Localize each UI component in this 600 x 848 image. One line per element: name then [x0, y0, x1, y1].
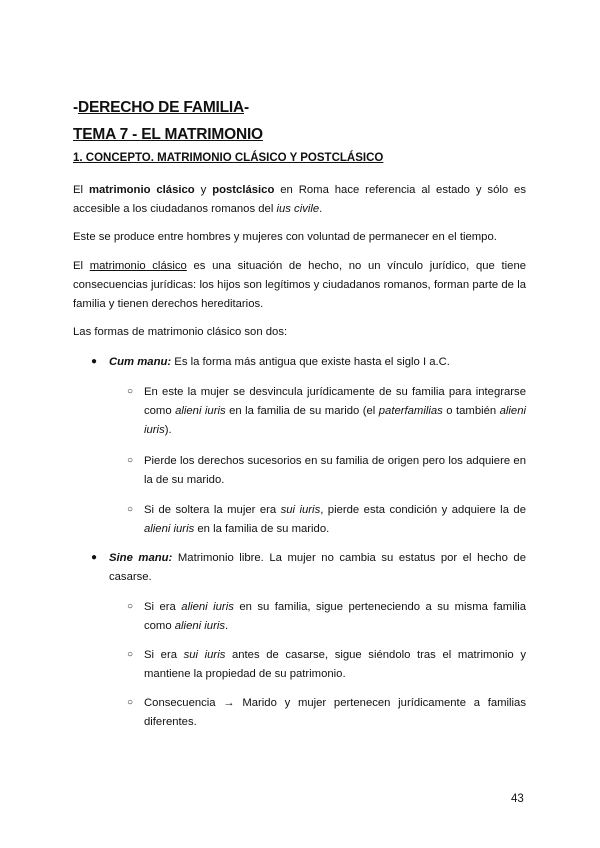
latin-term: sui iuris [280, 504, 321, 516]
bullet-item-sine-manu [109, 549, 526, 587]
text-run: . [319, 203, 323, 215]
text-run: en Roma hace referencia al estado y sólo es accesible a los ciudadanos romanos del [73, 184, 526, 215]
latin-term: ius civile [276, 203, 320, 215]
text-run: en la familia de su marido. [194, 523, 330, 535]
sub-bullet-symbol: ○ [127, 386, 134, 397]
sub-bullet-symbol: ○ [127, 697, 134, 708]
text-run: Si de soltera la mujer era [144, 504, 281, 516]
section-heading [73, 99, 249, 117]
sub-bullet-symbol: ○ [127, 649, 134, 660]
sub-item [144, 383, 526, 440]
heading-suffix: - [244, 99, 249, 116]
text-run: En este la mujer se desvincula jurídicamente de su familia para integrarse como [144, 386, 526, 417]
latin-term: alieni iuris [181, 601, 234, 613]
text-run: antes de casarse, sigue siéndolo tras el matrimonio y mantiene la propiedad de su patrimonio. [144, 649, 526, 680]
paragraph-4: Las formas de matrimonio clásico son dos: [73, 326, 288, 338]
paragraph-2: Este se produce entre hombres y mujeres con voluntad de permanecer en el tiempo. [73, 231, 497, 243]
topic-heading: TEMA 7 - EL MATRIMONIO [73, 126, 263, 143]
bullet-text: Es la forma más antigua que existe hasta el siglo I a.C. [171, 356, 450, 368]
text-run: es una situación de hecho, no un vínculo jurídico, que tiene consecuencias jurídicas: los hijos son legítimos y ciudadanos romanos, forman parte de la familia y tienen derechos hereditarios. [73, 260, 527, 310]
bold-term: postclásico [212, 184, 275, 196]
sub-item: Consecuencia → Marido y mujer pertenecen jurídicamente a familias diferentes. [144, 697, 526, 728]
text-run: en la familia de su marido (el [225, 405, 379, 417]
text-run: , pierde esta condición y adquiere la de [320, 504, 526, 516]
heading-prefix: - [73, 99, 78, 116]
sub-item [144, 598, 526, 636]
page-number: 43 [511, 793, 524, 805]
text-run: Si era [144, 601, 182, 613]
latin-term: alieni iuris [144, 523, 195, 535]
sub-item [144, 646, 526, 684]
bullet-text: Matrimonio libre. La mujer no cambia su estatus por el hecho de casarse. [109, 552, 526, 583]
sub-bullet-symbol: ○ [127, 455, 134, 466]
text-run: El [73, 260, 90, 272]
text-run: o también [442, 405, 500, 417]
latin-term: paterfamilias [378, 405, 443, 417]
bullet-term: Cum manu: [109, 356, 172, 368]
text-run: Si era [144, 649, 184, 661]
bold-term: matrimonio clásico [88, 184, 195, 196]
text-run: y [194, 184, 213, 196]
latin-term: alieni iuris [174, 620, 225, 632]
sub-bullet-symbol: ○ [127, 601, 134, 612]
text-run: ). [164, 424, 172, 436]
text-run: en su familia, sigue perteneciendo a su misma familia como [144, 601, 526, 632]
paragraph-1 [73, 181, 526, 219]
subsection-heading: 1. CONCEPTO. MATRIMONIO CLÁSICO Y POSTCLÁSICO [73, 152, 384, 164]
bullet-symbol: ● [91, 552, 98, 563]
bullet-term: Sine manu: [109, 552, 173, 564]
bullet-symbol: ● [91, 356, 98, 367]
paragraph-3 [73, 257, 526, 314]
text-run: . [225, 620, 229, 632]
bullet-item-cum-manu [109, 353, 526, 372]
underlined-term: matrimonio clásico [89, 260, 187, 272]
latin-term: alieni iuris [144, 405, 527, 436]
latin-term: alieni iuris [175, 405, 226, 417]
latin-term: sui iuris [183, 649, 226, 661]
heading-title: DERECHO DE FAMILIA [77, 99, 245, 116]
sub-item [144, 501, 526, 539]
sub-item: Pierde los derechos sucesorios en su familia de origen pero los adquiere en la de su marido. [144, 455, 526, 486]
text-run: El [73, 184, 89, 196]
sub-bullet-symbol: ○ [127, 504, 134, 515]
